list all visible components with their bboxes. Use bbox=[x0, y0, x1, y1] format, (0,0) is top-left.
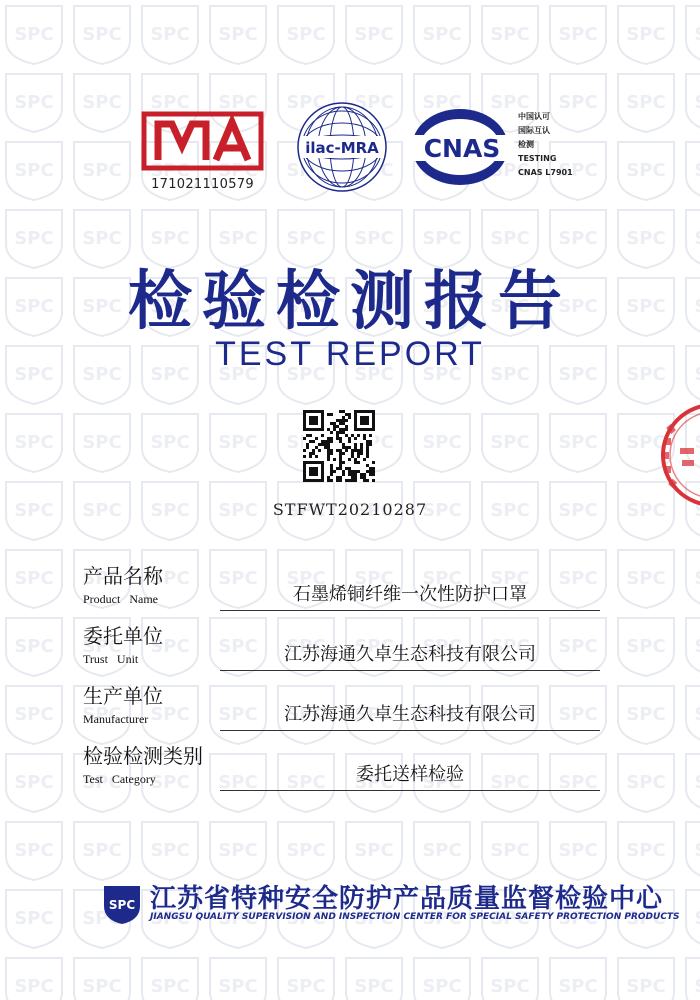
field-underline bbox=[220, 670, 600, 671]
cnas-line: 国际互认 bbox=[518, 126, 550, 135]
field-manufacturer bbox=[0, 680, 700, 740]
ilac-mra-logo bbox=[295, 100, 390, 195]
cnas-mark-text: CNAS bbox=[423, 134, 501, 163]
certification-logos bbox=[0, 95, 700, 205]
field-label-cn: 产品名称 bbox=[83, 564, 163, 588]
report-title-en: TEST REPORT bbox=[215, 335, 485, 373]
report-title-cn: 检验检测报告 bbox=[128, 265, 572, 339]
ilac-mark-text: ilac-MRA bbox=[305, 139, 379, 157]
field-label-cn: 检验检测类别 bbox=[83, 744, 203, 768]
report-number: STFWT20210287 bbox=[272, 500, 428, 519]
field-label-en: Manufacturer bbox=[83, 712, 149, 726]
field-label-en: Product Name bbox=[83, 592, 158, 606]
cma-logo bbox=[140, 110, 265, 172]
field-label-cn: 生产单位 bbox=[83, 684, 163, 708]
field-underline bbox=[220, 730, 600, 731]
cma-certificate-number: 171021110579 bbox=[151, 177, 254, 192]
spc-badge-text: SPC bbox=[108, 898, 136, 912]
issuing-organization bbox=[0, 878, 700, 938]
organization-name-en: JIANGSU QUALITY SUPERVISION AND INSPECTION CENTER FOR SPECIAL SAFETY PROTECTION PRODUCTS bbox=[150, 912, 680, 922]
field-label-cn: 委托单位 bbox=[83, 624, 163, 648]
spc-shield-icon bbox=[100, 882, 144, 926]
field-underline bbox=[220, 610, 600, 611]
cnas-accreditation-text bbox=[518, 110, 573, 180]
cnas-line: 检测 bbox=[518, 140, 534, 149]
field-trust-unit bbox=[0, 620, 700, 680]
field-label-en: Test Category bbox=[83, 772, 156, 786]
field-value: 石墨烯铜纤维一次性防护口罩 bbox=[293, 584, 527, 605]
cnas-line: 中国认可 bbox=[518, 112, 550, 121]
field-product-name bbox=[0, 560, 700, 620]
organization-name-cn: 江苏省特种安全防护产品质量监督检验中心 bbox=[150, 884, 664, 914]
official-seal-stamp bbox=[648, 400, 700, 510]
field-value: 委托送样检验 bbox=[356, 764, 464, 785]
qr-code-icon bbox=[303, 410, 375, 482]
field-label-en: Trust Unit bbox=[83, 652, 139, 666]
field-value: 江苏海通久卓生态科技有限公司 bbox=[284, 644, 536, 665]
field-value: 江苏海通久卓生态科技有限公司 bbox=[284, 704, 536, 725]
field-underline bbox=[220, 790, 600, 791]
cnas-logo bbox=[410, 105, 515, 190]
field-test-category bbox=[0, 740, 700, 800]
cnas-line: CNAS L7901 bbox=[518, 168, 573, 177]
cnas-line: TESTING bbox=[518, 154, 557, 163]
